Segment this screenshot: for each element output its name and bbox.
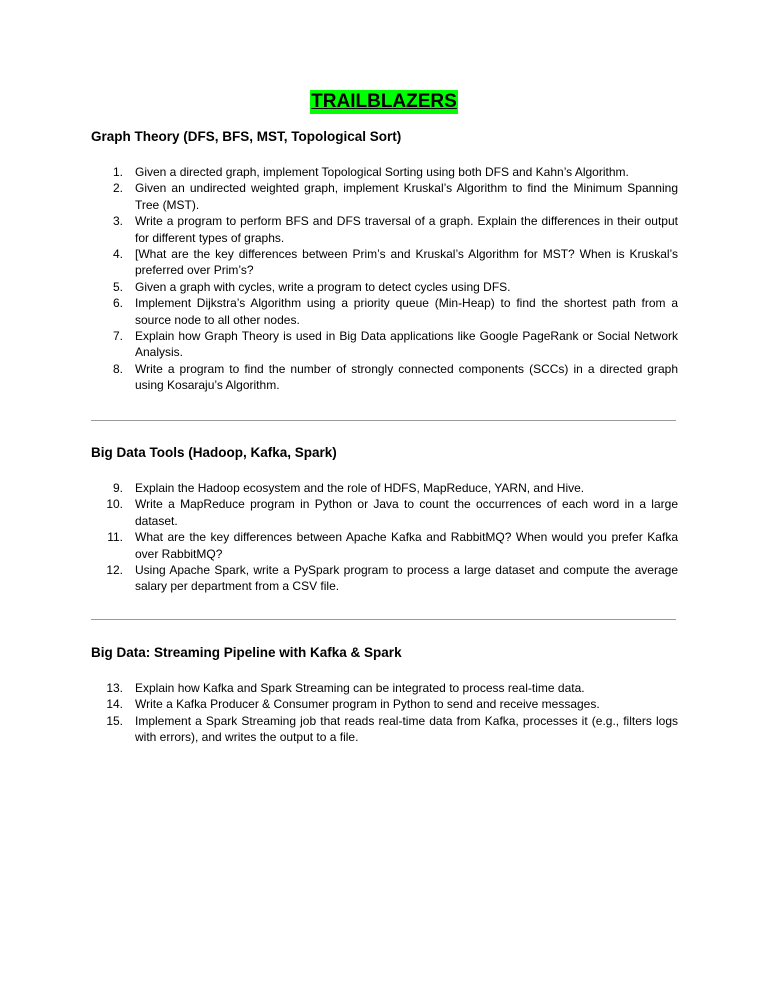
item-text: [What are the key differences between Prim’s and Kruskal’s Algorithm for MST? When is Kruskal’s preferred over Prim’s? [135, 247, 678, 278]
item-text: Given a graph with cycles, write a program to detect cycles using DFS. [135, 279, 511, 294]
item-text: Write a program to find the number of strongly connected components (SCCs) in a directed graph using Kosaraju’s Algorithm. [135, 361, 678, 393]
list-item [91, 496, 678, 529]
section-heading: Big Data: Streaming Pipeline with Kafka & Spark [91, 645, 402, 660]
item-text: Given an undirected weighted graph, implement Kruskal’s Algorithm to find the Minimum Spanning Tree (MST). [135, 181, 678, 212]
item-number: 4. [112, 247, 123, 262]
item-number: 9. [112, 481, 123, 495]
item-text: Given a directed graph, implement Topological Sorting using both DFS and Kahn’s Algorithm. [135, 165, 629, 179]
item-text: Explain how Kafka and Spark Streaming can be integrated to process real-time data. [135, 681, 585, 695]
section-big-data-tools [91, 444, 678, 595]
item-number: 2. [112, 181, 123, 196]
item-text: Write a Kafka Producer & Consumer program in Python to send and receive messages. [135, 697, 600, 712]
item-number: 1. [112, 165, 123, 179]
list-item [91, 164, 678, 180]
section-heading: Graph Theory (DFS, BFS, MST, Topological Sort) [91, 129, 402, 144]
item-number: 12. [106, 563, 123, 578]
section-graph-theory [91, 128, 678, 394]
list-item [91, 295, 678, 328]
item-number: 3. [112, 214, 123, 229]
item-text: Implement a Spark Streaming job that reads real-time data from Kafka, processes it (e.g., filters logs with errors), and writes the output to a file. [135, 713, 678, 745]
horizontal-divider [91, 420, 676, 421]
item-number: 10. [106, 497, 123, 512]
page-title: TRAILBLAZERS [311, 91, 457, 112]
item-text: Using Apache Spark, write a PySpark program to process a large dataset and compute the average salary per department from a CSV file. [135, 563, 678, 594]
list-item [91, 279, 678, 295]
section-streaming-pipeline [91, 644, 678, 746]
list-item [91, 680, 678, 696]
list-item [91, 180, 678, 213]
item-text: Explain how Graph Theory is used in Big Data applications like Google PageRank or Social Network Analysis. [135, 329, 678, 360]
item-text: Explain the Hadoop ecosystem and the role of HDFS, MapReduce, YARN, and Hive. [135, 481, 585, 495]
list-item [91, 328, 678, 361]
question-list [91, 480, 678, 595]
item-text: What are the key differences between Apache Kafka and RabbitMQ? When would you prefer Kafka over RabbitMQ? [135, 530, 678, 561]
list-item [91, 213, 678, 246]
item-text: Write a MapReduce program in Python or Java to count the occurrences of each word in a large dataset. [135, 497, 678, 528]
item-number: 13. [106, 681, 123, 695]
list-item [91, 246, 678, 279]
question-list [91, 680, 678, 746]
item-text: Write a program to perform BFS and DFS traversal of a graph. Explain the differences in their output for different types of graphs. [135, 214, 678, 245]
list-item [91, 696, 678, 712]
item-number: 5. [112, 279, 123, 294]
list-item [91, 713, 678, 746]
list-item [91, 480, 678, 496]
question-list [91, 164, 678, 394]
item-number: 8. [112, 361, 123, 376]
list-item [91, 529, 678, 562]
item-number: 7. [112, 329, 123, 344]
horizontal-divider [91, 619, 676, 620]
list-item [91, 361, 678, 394]
item-text: Implement Dijkstra’s Algorithm using a priority queue (Min-Heap) to find the shortest path from a source node to all other nodes. [135, 296, 678, 327]
title-wrap [0, 90, 768, 114]
item-number: 15. [106, 713, 123, 728]
list-item [91, 562, 678, 595]
item-number: 6. [112, 296, 123, 311]
item-number: 14. [106, 697, 123, 712]
item-number: 11. [107, 530, 123, 545]
section-heading: Big Data Tools (Hadoop, Kafka, Spark) [91, 445, 337, 460]
